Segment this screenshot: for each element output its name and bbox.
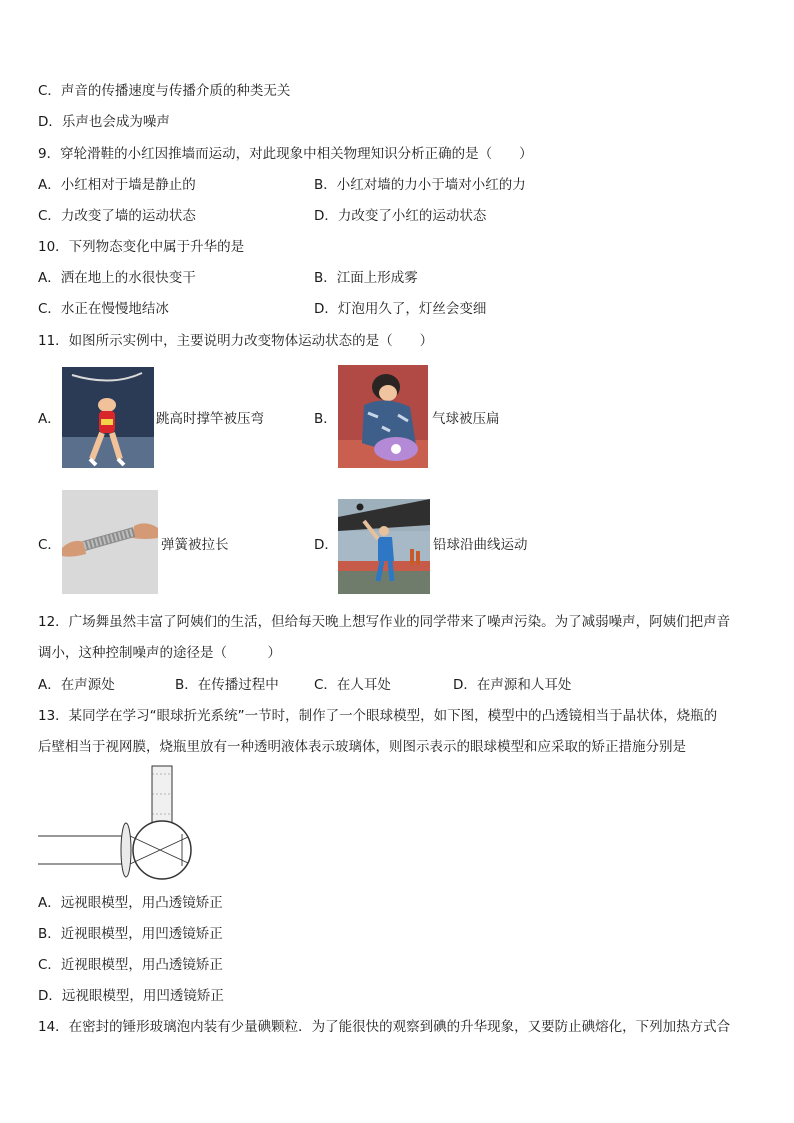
question-13-line-2: 后壁相当于视网膜，烧瓶里放有一种透明液体表示玻璃体，则图示表示的眼球模型和应采取的矫正措施分别是 xyxy=(38,739,686,755)
q11-option-c-label: C． xyxy=(38,537,61,553)
q9-option-b: B．小红对墙的力小于墙对小红的力 xyxy=(314,177,526,193)
question-12-line-1: 12．广场舞虽然丰富了阿姨们的生活，但给每天晚上想写作业的同学带来了噪声污染。为了减弱噪声，阿姨们把声音 xyxy=(38,614,731,630)
pole-vault-photo xyxy=(62,367,154,468)
q12-option-d: D．在声源和人耳处 xyxy=(453,677,572,693)
q9-option-c: C．力改变了墙的运动状态 xyxy=(38,208,196,224)
q11-option-b-label: B． xyxy=(314,411,337,427)
q12-option-a: A．在声源处 xyxy=(38,677,115,693)
q11-option-c-text: 弹簧被拉长 xyxy=(161,537,229,553)
question-13-line-1: 13．某同学在学习“眼球折光系统”一节时，制作了一个眼球模型，如下图，模型中的凸透镜相当于晶状体，烧瓶的 xyxy=(38,708,718,724)
q11-option-b-text: 气球被压扁 xyxy=(432,411,500,427)
balloon-photo xyxy=(338,365,428,468)
q9-option-d: D．力改变了小红的运动状态 xyxy=(314,208,487,224)
question-14: 14．在密封的锤形玻璃泡内装有少量碘颗粒．为了能很快的观察到碘的升华现象，又要防止碘熔化，下列加热方式合 xyxy=(38,1019,731,1035)
question-12-line-2: 调小，这种控制噪声的途径是（ ） xyxy=(38,645,281,661)
q13-option-c: C．近视眼模型，用凸透镜矫正 xyxy=(38,957,223,973)
spring-photo xyxy=(62,490,158,594)
option-d-prev: D．乐声也会成为噪声 xyxy=(38,114,170,130)
q12-option-c: C．在人耳处 xyxy=(314,677,391,693)
q9-option-a: A．小红相对于墙是静止的 xyxy=(38,177,196,193)
q10-option-d: D．灯泡用久了，灯丝会变细 xyxy=(314,301,487,317)
question-9: 9．穿轮滑鞋的小红因推墙而运动，对此现象中相关物理知识分析正确的是（ ） xyxy=(38,146,533,162)
q13-option-d: D．远视眼模型，用凹透镜矫正 xyxy=(38,988,224,1004)
eye-model-diagram xyxy=(36,764,196,890)
q10-option-c: C．水正在慢慢地结冰 xyxy=(38,301,169,317)
q13-option-b: B．近视眼模型，用凹透镜矫正 xyxy=(38,926,223,942)
q13-option-a: A．远视眼模型，用凸透镜矫正 xyxy=(38,895,223,911)
question-11: 11．如图所示实例中，主要说明力改变物体运动状态的是（ ） xyxy=(38,333,434,349)
option-c-prev: C．声音的传播速度与传播介质的种类无关 xyxy=(38,83,291,99)
q11-option-a-text: 跳高时撑竿被压弯 xyxy=(156,411,264,427)
q11-option-d-label: D． xyxy=(314,537,338,553)
q12-option-b: B．在传播过程中 xyxy=(175,677,279,693)
q10-option-b: B．江面上形成雾 xyxy=(314,270,418,286)
shot-put-photo xyxy=(338,499,430,594)
question-10: 10．下列物态变化中属于升华的是 xyxy=(38,239,245,255)
q11-option-a-label: A． xyxy=(38,411,61,427)
q11-option-d-text: 铅球沿曲线运动 xyxy=(433,537,528,553)
q10-option-a: A．洒在地上的水很快变干 xyxy=(38,270,196,286)
